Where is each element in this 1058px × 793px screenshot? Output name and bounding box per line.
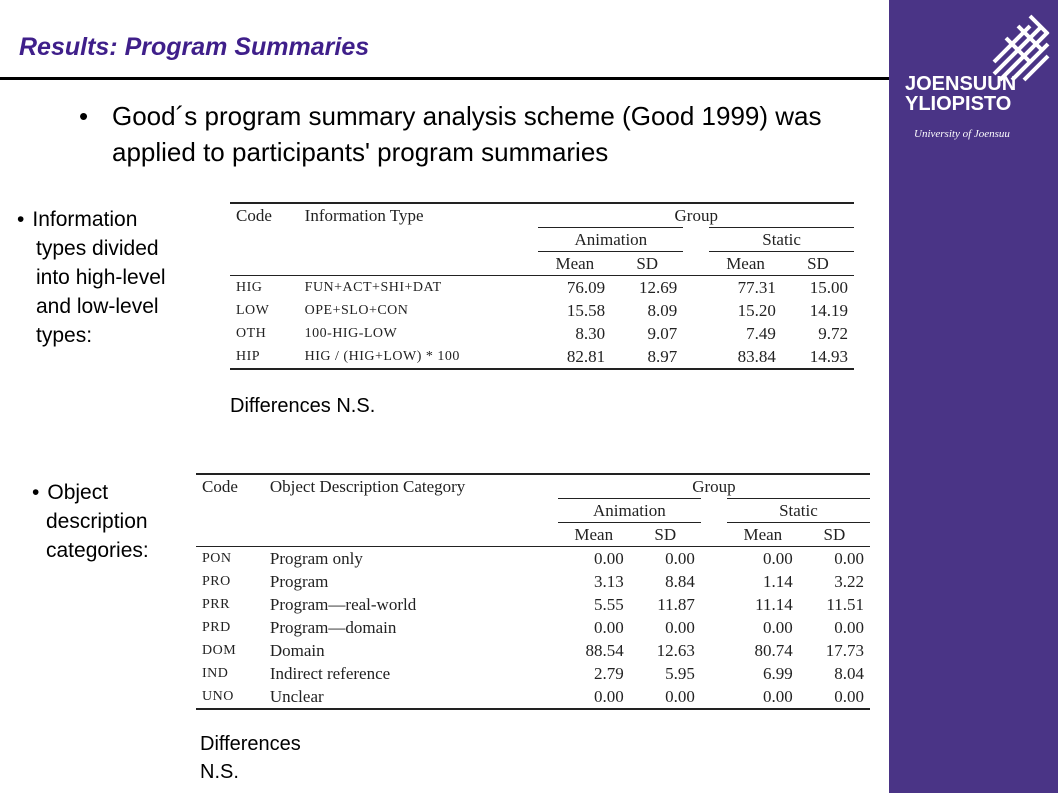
col-mean-header: Mean	[538, 252, 611, 276]
col-group-header: Group	[674, 206, 718, 225]
static-mean: 0.00	[763, 687, 793, 706]
animation-sd: 0.00	[665, 549, 695, 568]
spacer	[701, 570, 727, 593]
animation-sd: 0.00	[665, 687, 695, 706]
animation-mean: 2.79	[593, 664, 624, 683]
animation-mean: 76.09	[566, 278, 606, 297]
animation-sd: 8.84	[665, 572, 695, 591]
row-type: Program—domain	[269, 618, 397, 637]
table-row	[230, 299, 854, 322]
animation-mean: 3.13	[593, 572, 624, 591]
spacer	[701, 616, 727, 639]
row-code: PRD	[202, 620, 231, 635]
label-line: types divided	[36, 237, 159, 260]
brand-name-line1: JOENSUUN	[905, 73, 1017, 95]
info-note: Differences N.S.	[230, 395, 376, 417]
label-line: Object	[47, 481, 109, 504]
row-type: OPE+SLO+CON	[304, 303, 409, 318]
animation-mean: 5.55	[593, 595, 624, 614]
col-type-header: Information Type	[304, 206, 424, 226]
note-line: N.S.	[200, 761, 239, 783]
col-sd-header: SD	[799, 523, 870, 547]
spacer	[701, 685, 727, 709]
row-type: Domain	[269, 641, 325, 660]
table-row	[196, 662, 870, 685]
static-mean: 15.20	[737, 301, 776, 320]
animation-mean: 82.81	[566, 347, 606, 366]
row-type: 100-HIG-LOW	[304, 326, 398, 341]
static-mean: 0.00	[763, 618, 793, 637]
object-categories-label	[32, 478, 149, 565]
note-line: Differences	[200, 733, 301, 755]
col-animation-header: Animation	[538, 228, 683, 252]
brand-name-line2: YLIOPISTO	[905, 93, 1012, 115]
row-code: HIG	[236, 280, 263, 295]
animation-mean: 15.58	[566, 301, 606, 320]
row-type: Program only	[269, 549, 363, 568]
col-sd-header: SD	[611, 252, 683, 276]
static-sd: 9.72	[818, 324, 848, 343]
static-mean: 11.14	[755, 595, 793, 614]
col-type-header: Object Description Category	[269, 477, 466, 497]
col-sd-header: SD	[630, 523, 701, 547]
brand-subtitle: University of Joensuu	[914, 128, 1010, 140]
animation-sd: 0.00	[665, 618, 695, 637]
static-sd: 17.73	[825, 641, 864, 660]
static-sd: 8.04	[834, 664, 864, 683]
row-type: Indirect reference	[269, 664, 391, 683]
static-sd: 15.00	[809, 278, 848, 297]
col-code-header: Code	[236, 206, 272, 226]
col-mean-header: Mean	[709, 252, 782, 276]
spacer	[701, 662, 727, 685]
row-type: FUN+ACT+SHI+DAT	[304, 280, 442, 295]
information-type-table	[230, 202, 854, 370]
label-line: types:	[36, 324, 93, 347]
table-row	[196, 593, 870, 616]
bullet-icon: •	[32, 481, 40, 504]
animation-sd: 8.09	[647, 301, 678, 320]
col-sd-header: SD	[782, 252, 854, 276]
static-mean: 77.31	[737, 278, 776, 297]
spacer	[701, 593, 727, 616]
animation-mean: 0.00	[593, 549, 624, 568]
row-code: DOM	[202, 643, 237, 658]
animation-sd: 5.95	[665, 664, 695, 683]
col-group-header: Group	[692, 477, 736, 496]
row-code: IND	[202, 666, 229, 681]
bullet-icon: •	[17, 208, 25, 231]
animation-mean: 0.00	[593, 687, 624, 706]
static-mean: 7.49	[746, 324, 776, 343]
spacer	[683, 276, 709, 300]
row-type: Unclear	[269, 687, 324, 706]
animation-sd: 12.69	[638, 278, 678, 297]
table-row	[230, 322, 854, 345]
row-type: Program—real-world	[269, 595, 417, 614]
static-sd: 11.51	[826, 595, 864, 614]
table-row	[196, 639, 870, 662]
label-line: Information	[32, 208, 138, 231]
table-row	[196, 616, 870, 639]
static-sd: 0.00	[834, 618, 864, 637]
col-mean-header: Mean	[727, 523, 799, 547]
spacer	[683, 322, 709, 345]
static-mean: 0.00	[763, 549, 793, 568]
static-sd: 0.00	[834, 687, 864, 706]
static-sd: 14.19	[809, 301, 848, 320]
label-line: description	[46, 510, 148, 533]
row-code: HIP	[236, 349, 261, 364]
static-mean: 6.99	[763, 664, 793, 683]
label-line: categories:	[46, 539, 149, 562]
table-row	[230, 345, 854, 369]
spacer	[701, 547, 727, 571]
animation-sd: 12.63	[656, 641, 695, 660]
row-code: UNO	[202, 689, 234, 704]
bullet-icon: •	[79, 101, 89, 131]
info-types-label	[17, 205, 166, 350]
page-title: Results: Program Summaries	[19, 33, 370, 61]
object-note	[200, 730, 301, 786]
animation-sd: 11.87	[657, 595, 695, 614]
static-sd: 14.93	[809, 347, 848, 366]
static-mean: 80.74	[754, 641, 793, 660]
label-line: and low-level	[36, 295, 159, 318]
row-type: Program	[269, 572, 329, 591]
static-mean: 83.84	[737, 347, 776, 366]
table-row	[230, 276, 854, 300]
row-code: PON	[202, 551, 232, 566]
label-line: into high-level	[36, 266, 166, 289]
row-type: HIG / (HIG+LOW) * 100	[304, 349, 460, 364]
col-code-header: Code	[202, 477, 238, 497]
col-mean-header: Mean	[558, 523, 630, 547]
col-static-header: Static	[727, 499, 870, 523]
spacer	[683, 345, 709, 369]
object-description-table	[196, 473, 870, 710]
row-code: LOW	[236, 303, 270, 318]
static-sd: 0.00	[834, 549, 864, 568]
static-sd: 3.22	[834, 572, 864, 591]
table-row	[196, 570, 870, 593]
intro-text: Good´s program summary analysis scheme (Good 1999) was applied to participants' program summaries	[112, 101, 822, 167]
animation-mean: 0.00	[593, 618, 624, 637]
col-static-header: Static	[709, 228, 854, 252]
col-animation-header: Animation	[558, 499, 701, 523]
spacer	[683, 299, 709, 322]
table-row	[196, 685, 870, 709]
animation-sd: 9.07	[647, 324, 678, 343]
table-row	[196, 547, 870, 571]
row-code: PRR	[202, 597, 230, 612]
static-mean: 1.14	[763, 572, 793, 591]
animation-mean: 88.54	[585, 641, 624, 660]
row-code: OTH	[236, 326, 267, 341]
title-divider	[0, 77, 889, 80]
brand-sidebar	[889, 0, 1058, 793]
animation-mean: 8.30	[575, 324, 606, 343]
spacer	[701, 639, 727, 662]
row-code: PRO	[202, 574, 231, 589]
animation-sd: 8.97	[647, 347, 678, 366]
